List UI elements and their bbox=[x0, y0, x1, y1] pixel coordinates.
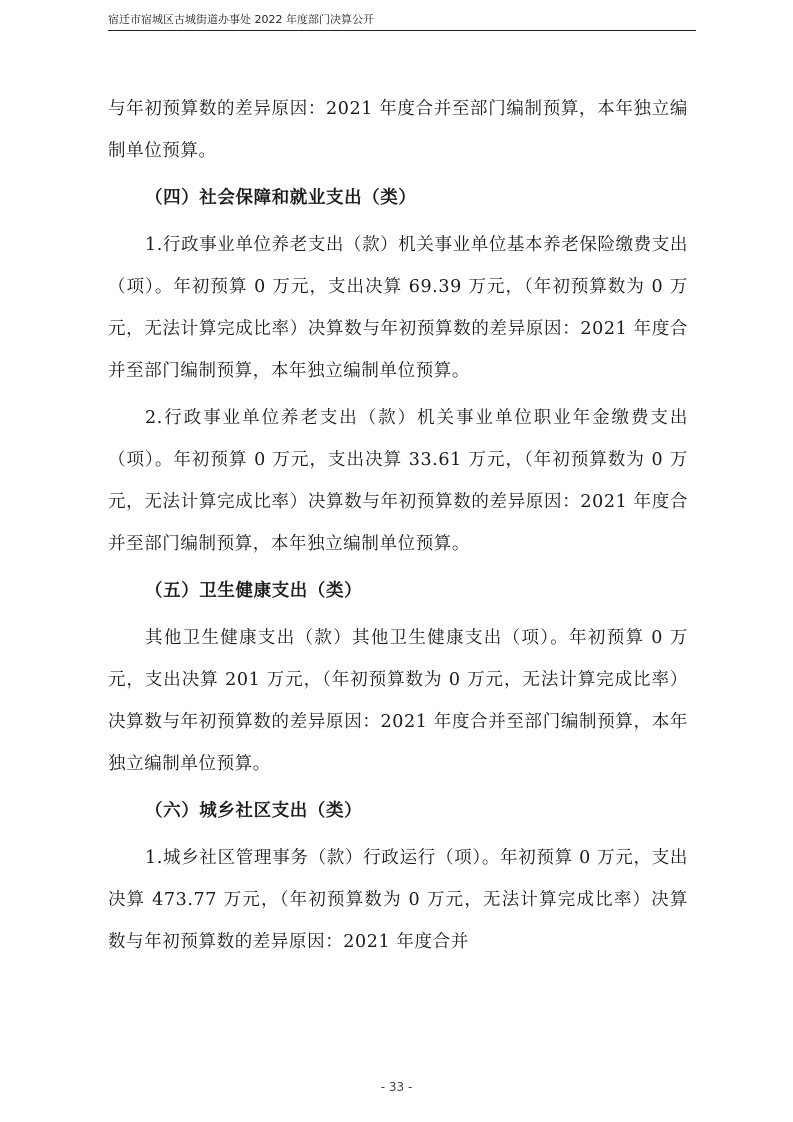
paragraph: 与年初预算数的差异原因：2021 年度合并至部门编制预算，本年独立编制单位预算。 bbox=[108, 99, 688, 161]
section-heading: （五）卫生健康支出（类） bbox=[145, 581, 363, 601]
paragraph: 1.行政事业单位养老支出（款）机关事业单位基本养老保险缴费支出（项）。年初预算 0 万元，支出决算 69.39 万元，（年初预算数为 0 万元，无法计算完成比率）决算数与年初预算数的差异原因：2021 年度合并至部门编制预算，本年独立编制单位预算。 bbox=[108, 235, 688, 381]
section-heading: （六）城乡社区支出（类） bbox=[145, 801, 363, 821]
paragraph: 1.城乡社区管理事务（款）行政运行（项）。年初预算 0 万元，支出决算 473.77 万元，（年初预算数为 0 万元，无法计算完成比率）决算数与年初预算数的差异原因：2021 年度合并 bbox=[108, 848, 688, 952]
page-number: - 33 - bbox=[380, 1080, 413, 1094]
page-header: 宿迁市宿城区古城街道办事处 2022 年度部门决算公开 bbox=[108, 10, 696, 31]
paragraph: 其他卫生健康支出（款）其他卫生健康支出（项）。年初预算 0 万元，支出决算 201 万元，（年初预算数为 0 万元，无法计算完成比率）决算数与年初预算数的差异原因：2021 年度合并至部门编制预算，本年独立编制单位预算。 bbox=[108, 628, 688, 774]
section-heading: （四）社会保障和就业支出（类） bbox=[145, 188, 417, 208]
paragraph: 2.行政事业单位养老支出（款）机关事业单位职业年金缴费支出（项）。年初预算 0 万元，支出决算 33.61 万元，（年初预算数为 0 万元，无法计算完成比率）决算数与年初预算数的差异原因：2021 年度合并至部门编制预算，本年独立编制单位预算。 bbox=[108, 408, 688, 554]
document-body bbox=[108, 88, 688, 968]
